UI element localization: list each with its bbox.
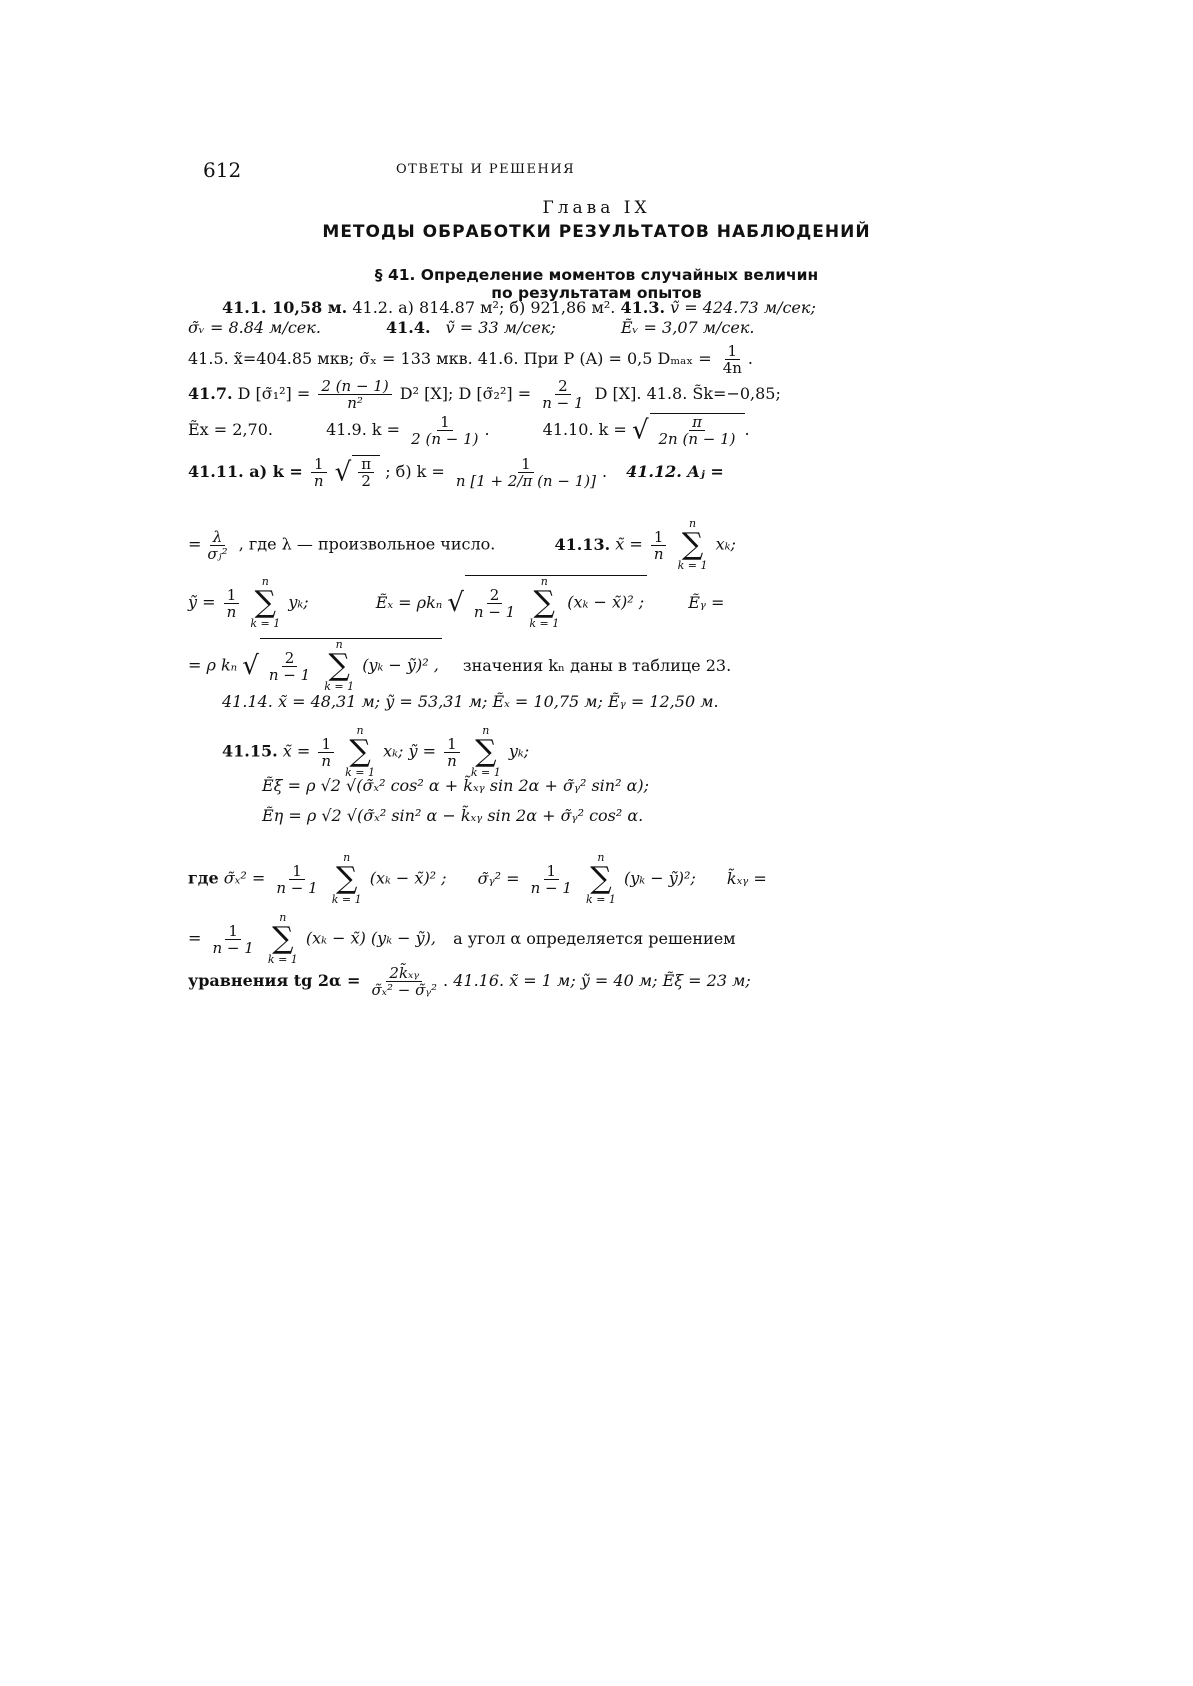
kxy: k̃ₓᵧ = [726, 868, 767, 888]
summation-lower: k = 1 [529, 617, 560, 630]
answer-41-3-label: 41.3. [620, 298, 666, 317]
summation-upper: n [689, 517, 697, 530]
fraction-numerator: 1 [318, 736, 334, 753]
fraction-denominator: n − 1 [473, 602, 516, 621]
answer-41-15-label: 41.15. [222, 741, 278, 761]
fraction-41-11-a [311, 456, 327, 489]
radical-sign: √ [242, 651, 259, 681]
answer-41-13-yk: yₖ; [288, 592, 309, 612]
answer-line-4 [188, 378, 781, 411]
fraction-tg [368, 965, 440, 998]
fraction-41-12 [204, 529, 230, 562]
answer-41-13-Ey-cont: = ρ kₙ [188, 655, 238, 675]
answer-41-7-a-tail: D² [X]; D [σ̃₂²] = [399, 384, 532, 403]
summation-lower: k = 1 [250, 617, 281, 630]
answer-41-13-y: ỹ = [188, 592, 216, 612]
fraction-denominator: n − 1 [212, 938, 254, 957]
answer-line-1 [222, 298, 816, 318]
answer-41-13-Ex: Ẽₓ = ρkₙ [375, 592, 443, 612]
fraction-numerator: 1 [224, 587, 240, 604]
summation-lower: k = 1 [331, 893, 362, 906]
sigma-y2: σ̃ᵧ² = [477, 868, 520, 888]
summation-upper: n [279, 911, 287, 924]
fraction-numerator: 1 [518, 456, 534, 473]
answer-41-13-xdev: (xₖ − x̃)² ; [567, 592, 645, 612]
summation-upper: n [540, 575, 548, 588]
fraction-denominator: n − 1 [542, 394, 584, 412]
answer-41-11-b: ; б) k = [385, 462, 445, 481]
answer-41-15-Eeta: Ẽη = ρ √2 √(σ̃ₓ² sin² α − k̃ₓᵧ sin 2α + σ̃ᵧ² cos² α. [262, 806, 644, 825]
answer-line-2 [188, 318, 754, 338]
fraction-denominator: n [226, 602, 237, 621]
fraction-41-9 [408, 414, 481, 447]
answer-41-15-yk: yₖ; [508, 741, 530, 761]
section-title-line-2: по результатам опытов [491, 284, 702, 302]
fraction-numerator: 1 [651, 529, 667, 546]
fraction-numerator: 1 [311, 456, 327, 473]
fraction-41-7-b [539, 378, 586, 411]
answer-41-5: 41.5. x̃=404.85 мкв; σ̃ₓ = 133 мкв. [188, 349, 473, 368]
fraction-denominator: n − 1 [276, 878, 318, 897]
fraction-denominator: n − 1 [530, 878, 572, 897]
answer-line-6: 41.11. а) k = $\frac{1}{n}$ √ $\frac{\pi}{2}$ ; б) k = $\frac{1}{n [1 + 2/\pi (n - 1)]}$ . 41.12. Aⱼ = [188, 455, 724, 490]
summation-icon: n ∑ k = 1 [470, 724, 501, 779]
fraction-41-15-x [318, 736, 334, 769]
fraction-denominator: n [447, 751, 457, 770]
answer-41-7-label: 41.7. [188, 384, 233, 403]
answer-41-12: 41.12. Aⱼ = [626, 462, 724, 481]
fraction-numerator: 2 [282, 650, 298, 667]
fraction-numerator: π [358, 456, 374, 473]
answer-line-14 [188, 852, 767, 906]
summation-icon: n ∑ k = 1 [677, 517, 708, 572]
fraction-sigma-y2 [528, 863, 575, 896]
summation-icon: n ∑ k = 1 [345, 724, 376, 779]
answer-41-11: 41.11. а) k = [188, 462, 303, 481]
answer-41-14: 41.14. x̃ = 48,31 м; ỹ = 53,31 м; Ẽₓ = 10,75 м; Ẽᵧ = 12,50 м. [222, 692, 719, 711]
fraction-41-6 [720, 343, 745, 376]
summation-icon: n ∑ k = 1 [331, 851, 362, 906]
answer-41-4-E: Ẽᵥ = 3,07 м/сек. [620, 318, 755, 337]
answer-41-1: 41.1. 10,58 м. [222, 298, 348, 317]
answer-41-15-x: x̃ = [282, 741, 311, 761]
fraction-numerator: 1 [289, 863, 305, 880]
sigma-x2-dev: (xₖ − x̃)² ; [369, 868, 447, 888]
radical-sign: √ [631, 415, 649, 446]
summation-icon: n ∑ k = 1 [586, 851, 616, 906]
sigma-y2-dev: (yₖ − ỹ)²; [624, 868, 696, 888]
answer-41-13-x: x̃ = [615, 534, 643, 554]
answer-line-16: уравнения tg 2α = $\frac{\text{2k̃ₓᵧ}}{\text{σ̃ₓ² − σ̃ᵧ²}}$ . 41.16. x̃ = 1 м; ỹ = 40 м; Ẽξ = 23 м; [188, 964, 751, 999]
fraction-denominator: 4n [722, 359, 742, 377]
summation-icon: n ∑ k = 1 [324, 638, 355, 693]
answer-line-7: = $\frac{\lambda}{\text{σⱼ²}}$ , где λ — произвольное число. 41.13. x̃ = $\frac{1}{n}$ n ∑ k = 1 xₖ; [188, 517, 736, 572]
answer-41-16: 41.16. x̃ = 1 м; ỹ = 40 м; Ẽξ = 23 м; [453, 971, 751, 990]
running-head: ОТВЕТЫ И РЕШЕНИЯ [396, 162, 576, 177]
chapter-title: МЕТОДЫ ОБРАБОТКИ РЕЗУЛЬТАТОВ НАБЛЮДЕНИЙ [322, 222, 871, 242]
summation-lower: k = 1 [677, 559, 708, 572]
covariance: (xₖ − x̃) (yₖ − ỹ), [305, 928, 436, 948]
fraction-denominator: n − 1 [268, 665, 311, 684]
fraction-denominator: n [1 + 2/π (n − 1)] [455, 472, 596, 490]
answer-41-13-Ey: Ẽᵧ = [688, 592, 725, 612]
answer-41-6: 41.6. При P (A) = 0,5 Dₘₐₓ = [477, 349, 712, 368]
fraction-41-13-x [651, 529, 667, 562]
fraction-numerator: 2 [555, 378, 571, 395]
fraction-denominator: n² [347, 394, 363, 412]
sigma-x2: σ̃ₓ² = [223, 868, 266, 888]
fraction-41-13-Ey [266, 650, 313, 683]
section-title-line-1: § 41. Определение моментов случайных величин [374, 266, 819, 284]
summation-upper: n [343, 851, 351, 864]
where-label: где [188, 868, 219, 888]
answer-41-15-xk: xₖ; [383, 741, 404, 761]
page-number: 612 [203, 158, 242, 182]
fraction-denominator: σⱼ² [207, 544, 228, 563]
fraction-numerator: 1 [544, 863, 560, 880]
answer-line-5: Ẽx = 2,70. 41.9. k = $\frac{1}{2 (n - 1)}$ . 41.10. k = √ $\frac{\pi}{2n (n - 1)}$ . [188, 413, 750, 448]
chapter-label: Глава IX [542, 198, 651, 218]
fraction-denominator: n [321, 751, 332, 770]
summation-upper: n [356, 724, 364, 737]
fraction-numerator: 2 [487, 587, 503, 604]
fraction-41-13-y [224, 587, 240, 620]
fraction-sigma-x2 [273, 863, 320, 896]
answer-41-13-label: 41.13. [554, 534, 611, 554]
answer-line-15 [188, 912, 736, 966]
answer-41-7-b-tail: D [X]. 41.8. S̃k=−0,85; [594, 384, 781, 403]
fraction-denominator: 2 [361, 472, 371, 490]
fraction-denominator: 2n (n − 1) [658, 430, 736, 448]
summation-icon: n ∑ k = 1 [250, 575, 281, 630]
answer-41-13-xk: xₖ; [715, 534, 736, 554]
summation-lower: k = 1 [470, 766, 501, 779]
fraction-numerator: 1 [444, 736, 460, 753]
summation-upper: n [482, 724, 490, 737]
answer-41-8-ex: Ẽx = 2,70. [188, 420, 273, 439]
fraction-numerator: 1 [225, 923, 241, 940]
fraction-denominator: n [653, 544, 664, 563]
answer-41-15-y: ỹ = [408, 741, 436, 761]
answer-41-3-sigma: σ̃ᵥ = 8.84 м/сек. [188, 318, 321, 337]
fraction-41-15-y [444, 736, 460, 769]
equation-label: уравнения tg 2α = [188, 971, 361, 990]
fraction-numerator: 2 (n − 1) [318, 378, 391, 395]
fraction-41-11-pi [358, 456, 374, 489]
fraction-41-13-Ex [471, 587, 518, 620]
fraction-numerator: π [689, 414, 705, 431]
fraction-denominator: n [313, 472, 324, 490]
summation-lower: k = 1 [586, 893, 616, 906]
fraction-41-7-a [318, 378, 391, 411]
answer-41-15-Exi: Ẽξ = ρ √2 √(σ̃ₓ² cos² α + k̃ₓᵧ sin 2α + σ̃ᵧ² sin² α); [262, 776, 650, 795]
fraction-denominator: 2 (n − 1) [411, 430, 479, 448]
answer-line-8 [188, 575, 724, 630]
section-title [0, 266, 1193, 302]
fraction-numerator: 1 [437, 414, 453, 431]
answer-line-11 [222, 725, 529, 779]
angle-text: а угол α определяется решением [453, 928, 736, 948]
answer-41-2: 41.2. а) 814.87 м²; б) 921,86 м². [352, 298, 616, 317]
answer-41-4-v: ṽ = 33 м/сек; [445, 318, 556, 337]
fraction-numerator: 2k̃ₓᵧ [386, 965, 422, 982]
answer-41-10: 41.10. k = [542, 420, 627, 439]
summation-icon: n ∑ k = 1 [529, 575, 560, 630]
answer-41-4-label: 41.4. [386, 318, 431, 337]
answer-41-12-tail: , где λ — произвольное число. [238, 534, 496, 554]
summation-lower: k = 1 [324, 680, 355, 693]
summation-lower: k = 1 [267, 953, 298, 966]
kxy-cont: = [188, 928, 202, 948]
answer-41-13-tail: значения kₙ даны в таблице 23. [462, 655, 732, 675]
fraction-kxy [210, 923, 257, 956]
answer-line-10 [222, 692, 719, 712]
radical-sign: √ [334, 457, 352, 488]
fraction-numerator: λ [210, 529, 226, 546]
answer-line-9 [188, 638, 731, 693]
answer-41-13-ydev: (yₖ − ỹ)² , [362, 655, 439, 675]
radical-sign: √ [447, 588, 464, 618]
summation-upper: n [335, 638, 343, 651]
fraction-denominator: σ̃ₓ² − σ̃ᵧ² [371, 981, 438, 999]
answer-line-3: 41.5. x̃=404.85 мкв; σ̃ₓ = 133 мкв. 41.6. При P (A) = 0,5 Dₘₐₓ = $\frac{1}{4n}$ . [188, 342, 753, 377]
summation-upper: n [597, 851, 605, 864]
summation-lower: k = 1 [345, 766, 376, 779]
fraction-41-10 [656, 414, 739, 447]
answer-41-7-a: D [σ̃₁²] = [237, 384, 311, 403]
fraction-numerator: 1 [725, 343, 741, 360]
summation-icon: n ∑ k = 1 [267, 911, 298, 966]
summation-upper: n [261, 575, 269, 588]
answer-41-9: 41.9. k = [326, 420, 401, 439]
answer-41-3-v: ṽ = 424.73 м/сек; [670, 298, 816, 317]
fraction-41-11-b [453, 456, 599, 489]
